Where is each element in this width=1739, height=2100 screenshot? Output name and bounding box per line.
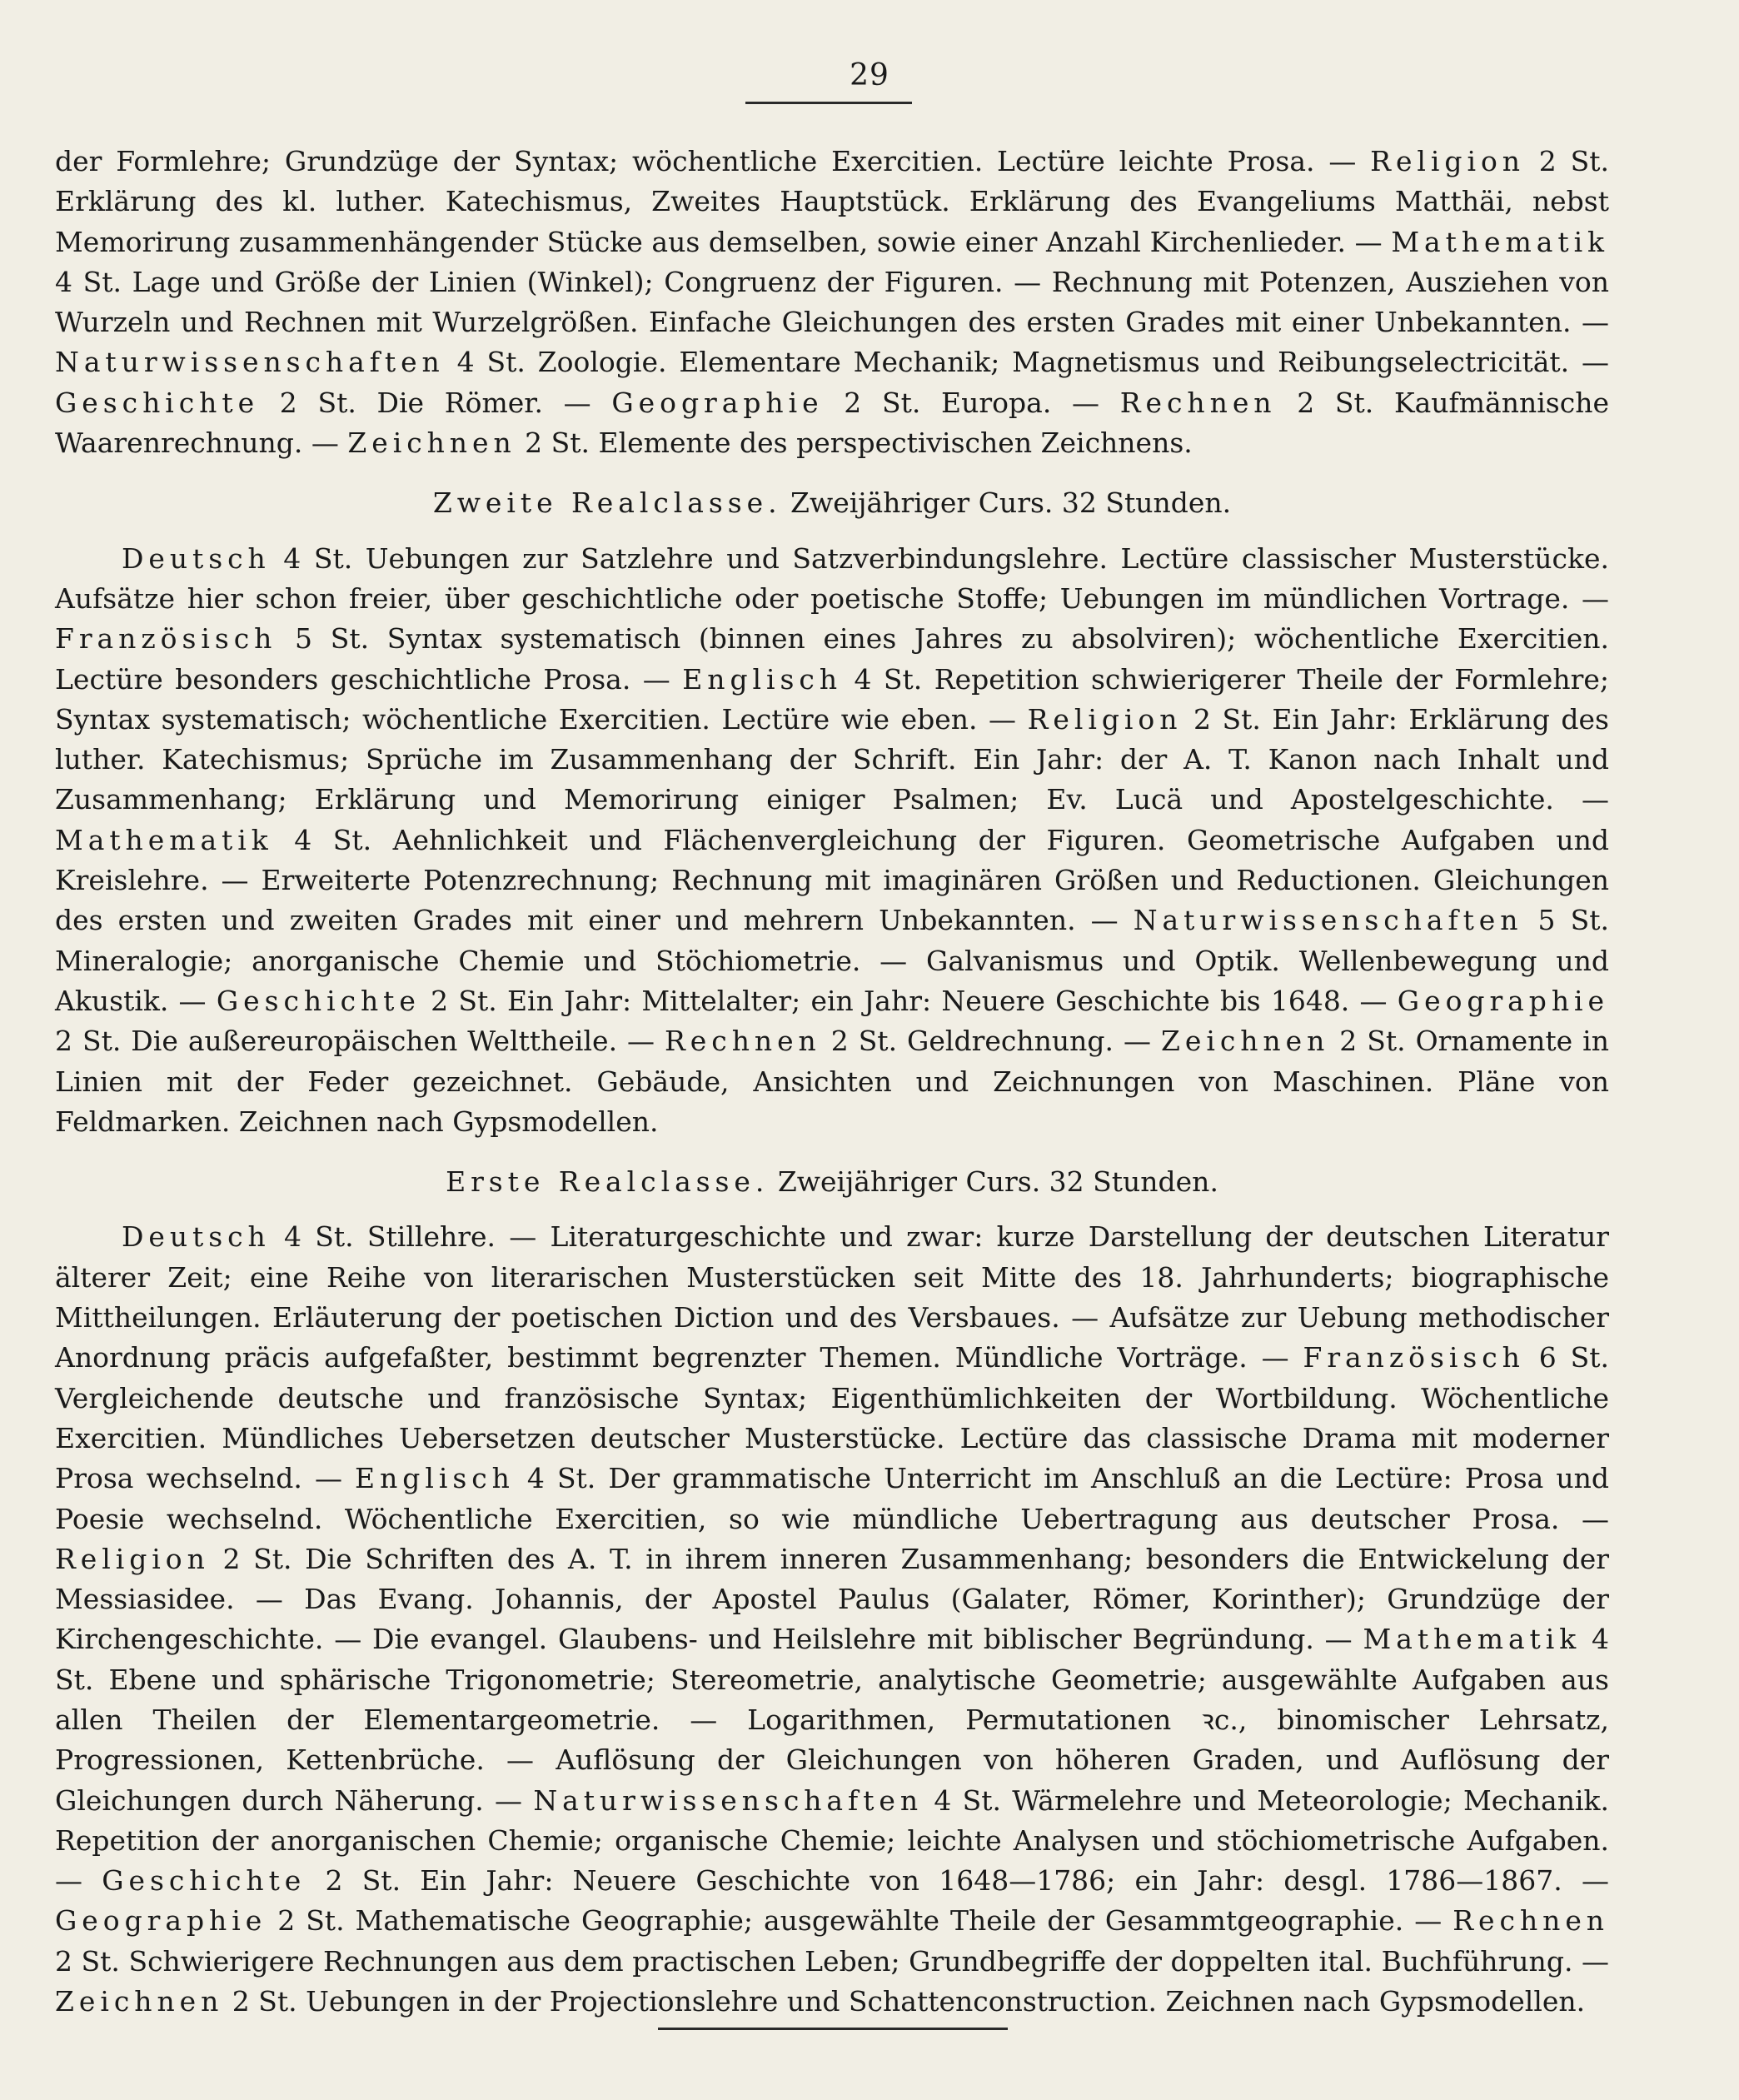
subject-geographie: Geographie — [1397, 984, 1609, 1017]
subject-deutsch: Deutsch — [122, 1220, 271, 1254]
subject-rechnen: Rechnen — [665, 1025, 821, 1058]
text-run: 4 St. Aehnlichkeit und Flächenvergleichung der Figuren. Geometrische Aufgaben und Kreislehre. — Erweiterte Potenzrechnung; Rechnung mit imaginären Größen und Reductionen. Gleichungen des ersten und zweiten Grades mit einer und mehrern Unbekannten. — — [55, 823, 1609, 937]
text-run: 2 St. Geldrechnung. — — [820, 1025, 1161, 1058]
subject-rechnen: Rechnen — [1452, 1904, 1609, 1938]
subject-deutsch: Deutsch — [122, 541, 271, 575]
text-run: 2 St. Ein Jahr: Neuere Geschichte von 1648—1786; ein Jahr: desgl. 1786—1867. — — [306, 1864, 1609, 1898]
subject-mathematik: Mathematik — [1391, 225, 1609, 258]
text-run: 2 St. Schwierigere Rechnungen aus dem practischen Leben; Grundbegriffe der doppelten ital. Buchführung. — — [55, 1944, 1609, 1978]
subject-naturwissenschaften: Naturwissenschaften — [533, 1783, 924, 1817]
paragraph-continued — [55, 142, 1609, 463]
subject-rechnen: Rechnen — [1119, 386, 1277, 419]
text-run: 6 St. Vergleichende deutsche und französische Syntax; Eigenthümlichkeiten der Wortbildung. Wöchentliche Exercitien. Mündliches Uebersetzen deutscher Musterstücke. Lectüre das classische Drama mit moderner Prosa wechselnd. — — [55, 1341, 1609, 1495]
subject-mathematik: Mathematik — [55, 823, 273, 856]
text-run: der Formlehre; Grundzüge der Syntax; wöchentliche Exercitien. Lectüre leichte Prosa. — — [55, 145, 1371, 177]
text-run: 4 St. Ebene und sphärische Trigonometrie; Stereometrie, analytische Geometrie; ausgewählte Aufgaben aus allen Theilen der Elementargeometrie. — Logarithmen, Permutationen ꝛc., binomischer Lehrsatz, Progressionen, Kettenbrüche. — Auflösung der Gleichungen von höheren Graden, und Auflösung der Gleichungen durch Näherung. — — [55, 1623, 1609, 1817]
subject-englisch: Englisch — [355, 1462, 515, 1495]
class-details: Zweijähriger Curs. 32 Stunden. — [781, 486, 1232, 520]
text-run: 2 St. Uebungen in der Projectionslehre und Schattenconstruction. Zeichnen nach Gypsmodellen. — [223, 1985, 1586, 2018]
class-name: Erste Realclasse. — [446, 1165, 770, 1199]
subject-geographie: Geographie — [611, 386, 824, 419]
text-run: 2 St. Die Römer. — — [259, 386, 612, 419]
text-run: 2 St. Erklärung des kl. luther. Katechismus, Zweites Hauptstück. Erklärung des Evangeliums Matthäi, nebst Memorirung zusammenhängender Stücke aus demselben, sowie einer Anzahl Kirchenlieder. — — [55, 145, 1609, 258]
subject-zeichnen: Zeichnen — [347, 426, 516, 460]
text-run: 2 St. Ornamente in Linien mit der Feder gezeichnet. Gebäude, Ansichten und Zeichnungen von Maschinen. Pläne von Feldmarken. Zeichnen nach Gypsmodellen. — [55, 1025, 1609, 1138]
heading-erste-realclasse — [55, 1162, 1609, 1202]
page-number-rule — [745, 102, 912, 104]
page-number: 29 — [850, 58, 889, 92]
text-run: 2 St. Ein Jahr: Mittelalter; ein Jahr: Neuere Geschichte bis 1648. — — [420, 984, 1398, 1017]
class-name: Zweite Realclasse. — [432, 486, 782, 520]
text-run: 4 St. Der grammatische Unterricht im Anschluß an die Lectüre: Prosa und Poesie wechselnd. Wöchentliche Exercitien, so wie mündliche Uebertragung aus deutscher Prosa. — — [55, 1462, 1609, 1535]
subject-geschichte: Geschichte — [55, 386, 260, 419]
subject-franzoesisch: Französisch — [55, 622, 277, 656]
text-run: 4 St. Uebungen zur Satzlehre und Satzverbindungslehre. Lectüre classischer Musterstücke. Aufsätze hier schon freier, über geschichtliche oder poetische Stoffe; Uebungen im mündlichen Vortrage. — — [55, 541, 1609, 615]
subject-naturwissenschaften: Naturwissenschaften — [1133, 904, 1523, 937]
text-run: 2 St. Mathematische Geographie; ausgewählte Theile der Gesammtgeographie. — — [267, 1904, 1453, 1938]
subject-geschichte: Geschichte — [102, 1864, 306, 1898]
subject-religion: Religion — [1370, 145, 1525, 177]
text-run: 2 St. Die außereuropäischen Welttheile. — — [55, 1025, 665, 1058]
subject-zeichnen: Zeichnen — [1160, 1025, 1330, 1058]
text-run: 2 St. Ein Jahr: Erklärung des luther. Katechismus; Sprüche im Zusammenhang der Schrift. Ein Jahr: der A. T. Kanon nach Inhalt und Zusammenhang; Erklärung und Memorirung einiger Psalmen; Ev. Lucä und Apostelgeschichte. — — [55, 702, 1609, 816]
text-run: 2 St. Europa. — — [823, 386, 1120, 419]
subject-religion: Religion — [55, 1542, 210, 1575]
subject-geographie: Geographie — [55, 1904, 267, 1938]
text-run: 4 St. Repetition schwierigerer Theile der Formlehre; Syntax systematisch; wöchentliche Exercitien. Lectüre wie eben. — — [55, 662, 1609, 736]
text-run: 2 St. Die Schriften des A. T. in ihrem inneren Zusammenhang; besonders die Entwickelung der Messiasidee. — Das Evang. Johannis, der Apostel Paulus (Galater, Römer, Korinther); Grundzüge der Kirchengeschichte. — Die evangel. Glaubens- und Heilslehre mit biblischer Begründung. — — [55, 1542, 1609, 1656]
subject-zeichnen: Zeichnen — [55, 1985, 224, 2018]
heading-zweite-realclasse — [55, 483, 1609, 523]
text-run: 4 St. Stillehre. — Literaturgeschichte und zwar: kurze Darstellung der deutschen Literatur älterer Zeit; eine Reihe von literarischen Musterstücken seit Mitte des 18. Jahrhunderts; biographische Mittheilungen. Erläuterung der poetischen Diction und des Versbaues. — Aufsätze zur Uebung methodischer Anordnung präcis aufgefaßter, bestimmt begrenzter Themen. Mündliche Vorträge. — — [55, 1220, 1609, 1374]
closing-rule — [658, 2028, 1008, 2030]
subject-mathematik: Mathematik — [1363, 1623, 1582, 1656]
text-run: 5 St. Mineralogie; anorganische Chemie und Stöchiometrie. — Galvanismus und Optik. Wellenbewegung und Akustik. — — [55, 904, 1609, 1017]
class-details: Zweijähriger Curs. 32 Stunden. — [769, 1165, 1218, 1199]
text-run: 4 St. Zoologie. Elementare Mechanik; Magnetismus und Reibungselectricität. — — [444, 346, 1609, 379]
text-run: 5 St. Syntax systematisch (binnen eines Jahres zu absolviren); wöchentliche Exercitien. Lectüre besonders geschichtliche Prosa. — — [55, 622, 1609, 696]
body-text — [55, 142, 1609, 2022]
text-run: 2 St. Elemente des perspectivischen Zeichnens. — [516, 426, 1193, 460]
subject-geschichte: Geschichte — [216, 984, 421, 1017]
paragraph-zweite-realclasse — [55, 539, 1609, 1142]
text-run: 4 St. Wärmelehre und Meteorologie; Mechanik. Repetition der anorganischen Chemie; organische Chemie; leichte Analysen und stöchiometrische Aufgaben. — — [55, 1783, 1609, 1898]
paragraph-erste-realclasse — [55, 1217, 1609, 2022]
subject-religion: Religion — [1027, 702, 1183, 736]
subject-naturwissenschaften: Naturwissenschaften — [55, 346, 445, 379]
subject-franzoesisch: Französisch — [1303, 1341, 1525, 1374]
subject-englisch: Englisch — [682, 662, 843, 696]
text-run: 4 St. Lage und Größe der Linien (Winkel); Congruenz der Figuren. — Rechnung mit Potenzen, Ausziehen von Wurzeln und Rechnen mit Wurzelgrößen. Einfache Gleichungen des ersten Grades mit einer Unbekannten. — — [55, 265, 1609, 339]
text-run: 2 St. Kaufmännische Waarenrechnung. — — [55, 386, 1609, 460]
